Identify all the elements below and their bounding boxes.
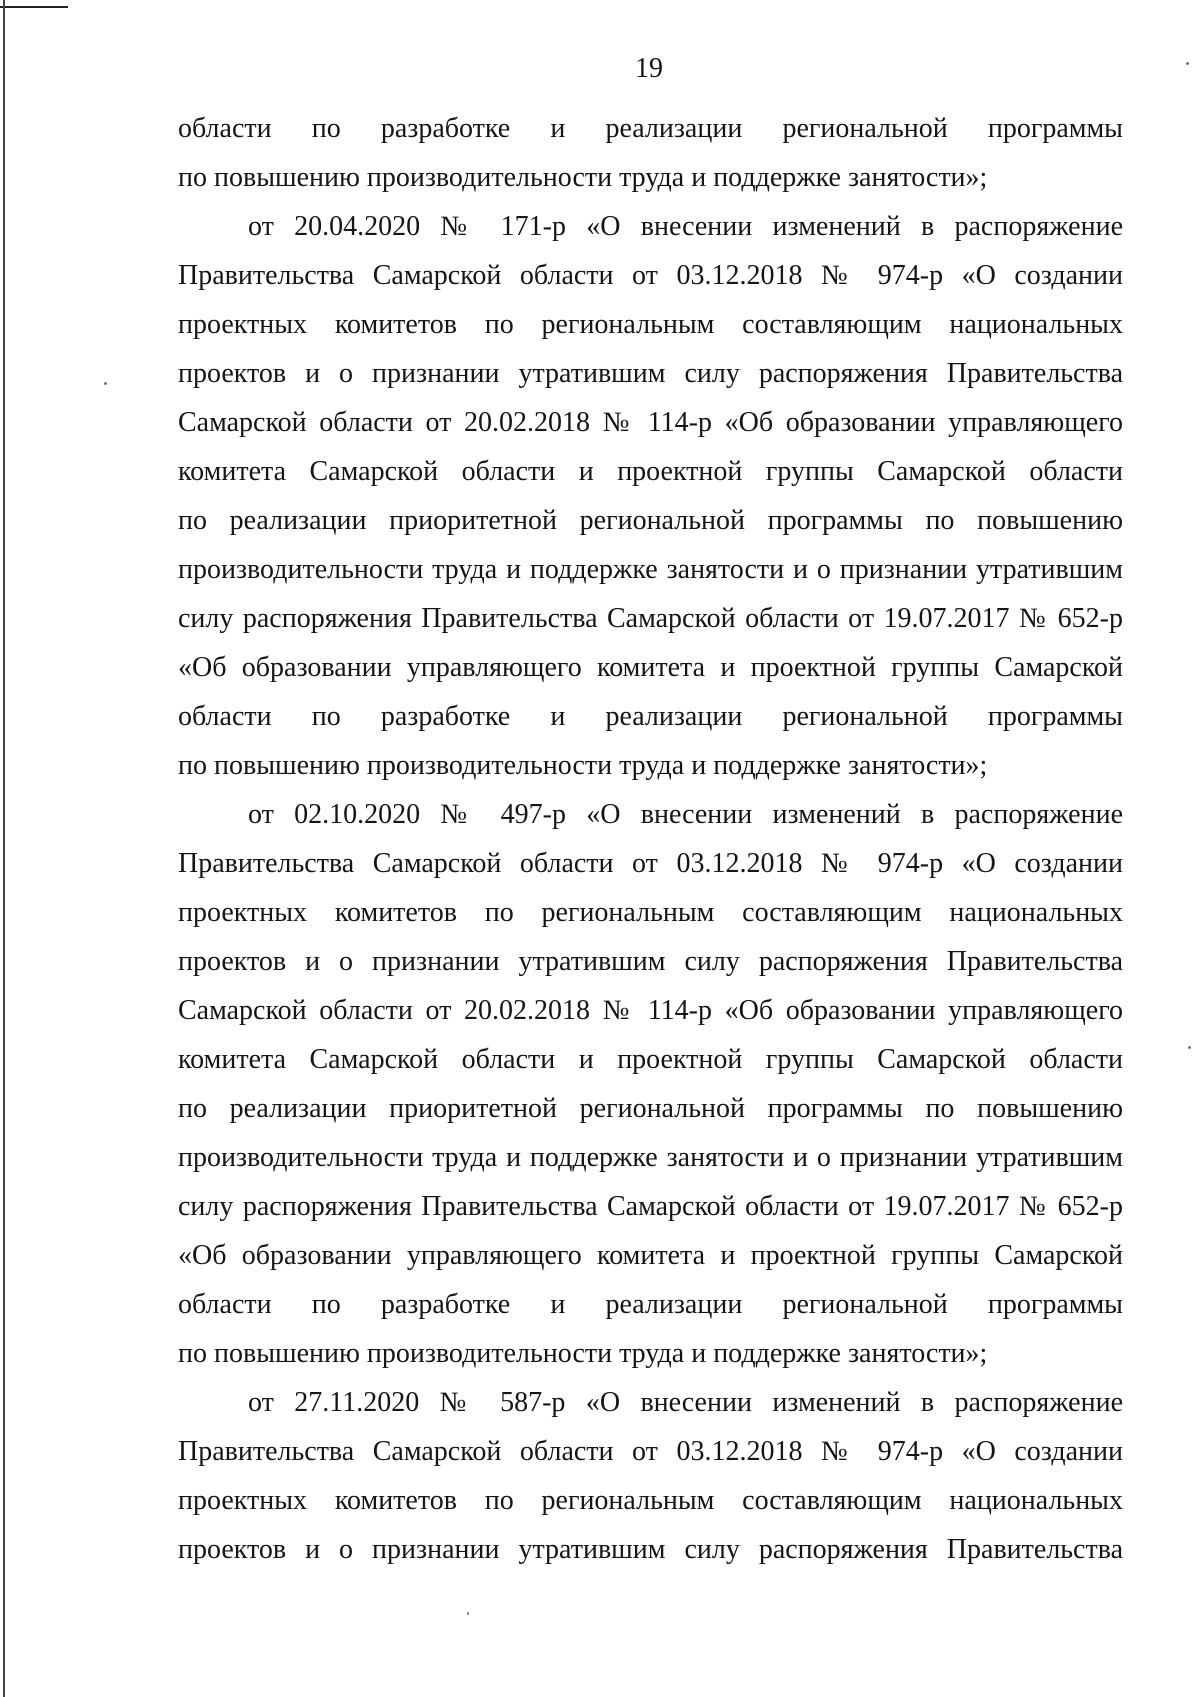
- scan-edge-top: [0, 6, 68, 8]
- text-line: комитета Самарской области и проектной группы Самарской области: [178, 1044, 1123, 1075]
- text-line: комитета Самарской области и проектной группы Самарской области: [178, 456, 1123, 487]
- text-line: производительности труда и поддержке занятости и о признании утратившим: [178, 1142, 1123, 1173]
- text-line: проектов и о признании утратившим силу распоряжения Правительства: [178, 946, 1123, 977]
- text-line: силу распоряжения Правительства Самарской области от 19.07.2017 № 652-р: [178, 1191, 1123, 1222]
- text-line: по повышению производительности труда и поддержке занятости»;: [178, 1338, 988, 1369]
- text-line: области по разработке и реализации региональной программы: [178, 701, 1123, 732]
- text-line: Правительства Самарской области от 03.12.2018 № 974-р «О создании: [178, 1436, 1123, 1467]
- scan-speck: [1186, 62, 1189, 65]
- text-line: по повышению производительности труда и поддержке занятости»;: [178, 750, 988, 781]
- page-number: 19: [635, 53, 663, 84]
- text-line: области по разработке и реализации региональной программы: [178, 113, 1123, 144]
- text-line: области по разработке и реализации региональной программы: [178, 1289, 1123, 1320]
- text-line: проектных комитетов по региональным составляющим национальных: [178, 309, 1123, 340]
- text-line: от 02.10.2020 № 497-р «О внесении изменений в распоряжение: [248, 799, 1123, 830]
- text-line: проектных комитетов по региональным составляющим национальных: [178, 1485, 1123, 1516]
- text-line: по реализации приоритетной региональной программы по повышению: [178, 1093, 1123, 1124]
- text-line: производительности труда и поддержке занятости и о признании утратившим: [178, 554, 1123, 585]
- text-line: силу распоряжения Правительства Самарской области от 19.07.2017 № 652-р: [178, 603, 1123, 634]
- text-line: по реализации приоритетной региональной программы по повышению: [178, 505, 1123, 536]
- scan-speck: [467, 1612, 469, 1615]
- text-line: Правительства Самарской области от 03.12.2018 № 974-р «О создании: [178, 260, 1123, 291]
- scan-speck: [104, 382, 107, 385]
- text-line: проектных комитетов по региональным составляющим национальных: [178, 897, 1123, 928]
- text-line: проектов и о признании утратившим силу распоряжения Правительства: [178, 1534, 1123, 1565]
- scan-speck: [1188, 1046, 1191, 1049]
- text-line: Самарской области от 20.02.2018 № 114-р «Об образовании управляющего: [178, 995, 1123, 1026]
- text-line: от 20.04.2020 № 171-р «О внесении изменений в распоряжение: [248, 211, 1123, 242]
- text-line: от 27.11.2020 № 587-р «О внесении изменений в распоряжение: [248, 1387, 1123, 1418]
- text-line: проектов и о признании утратившим силу распоряжения Правительства: [178, 358, 1123, 389]
- text-line: «Об образовании управляющего комитета и проектной группы Самарской: [178, 652, 1123, 683]
- text-line: Правительства Самарской области от 03.12.2018 № 974-р «О создании: [178, 848, 1123, 879]
- scan-edge-left: [3, 0, 5, 1697]
- text-line: Самарской области от 20.02.2018 № 114-р «Об образовании управляющего: [178, 407, 1123, 438]
- document-body: [178, 104, 1123, 1574]
- text-line: «Об образовании управляющего комитета и проектной группы Самарской: [178, 1240, 1123, 1271]
- text-line: по повышению производительности труда и поддержке занятости»;: [178, 162, 988, 193]
